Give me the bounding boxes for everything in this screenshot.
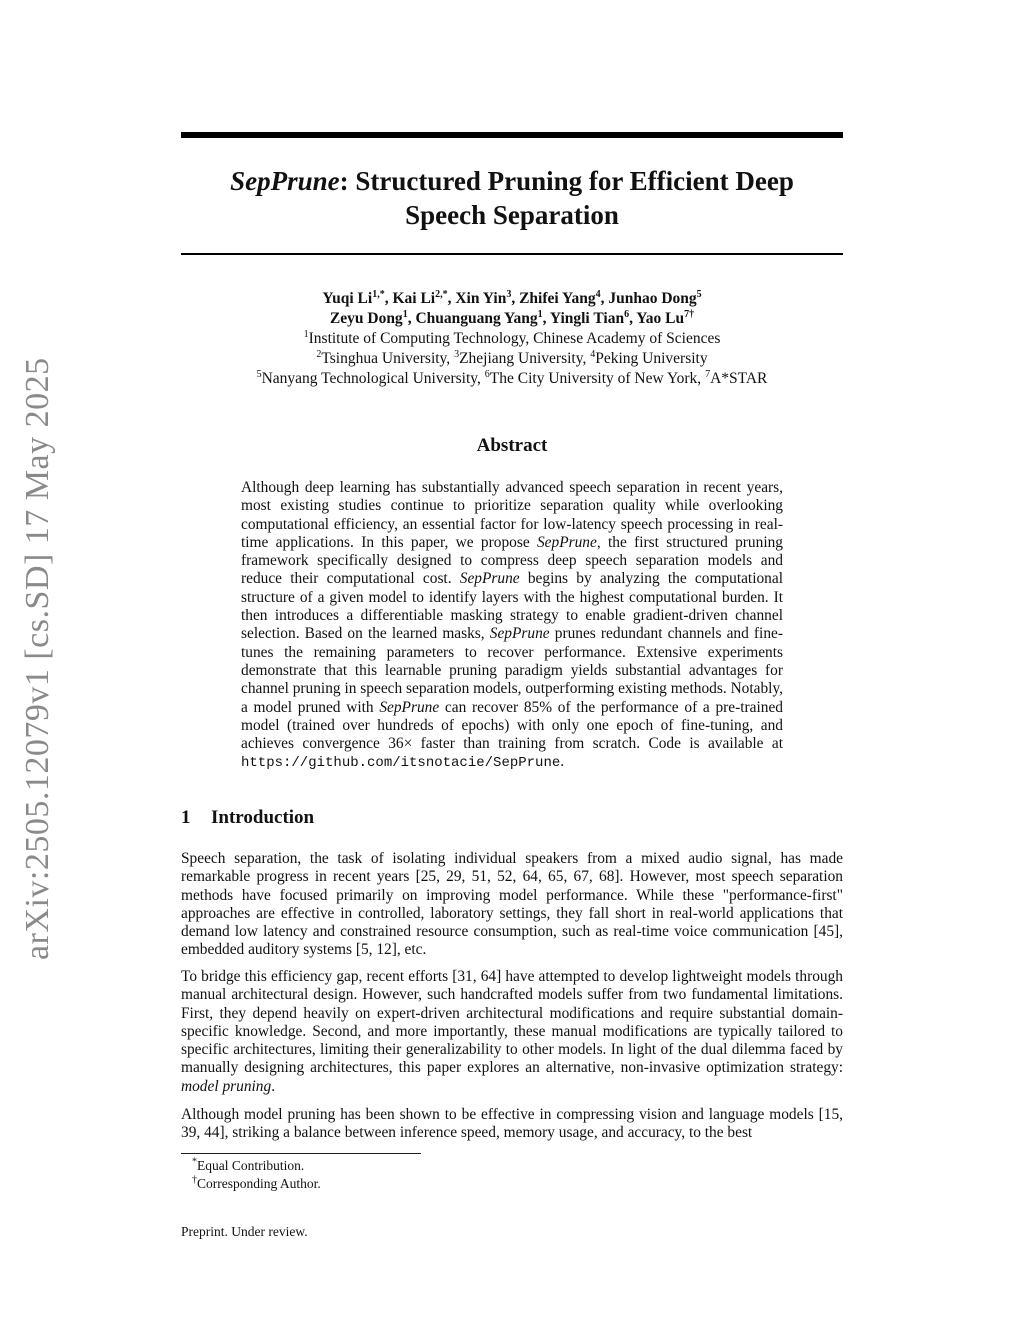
intro-paragraph-3: Although model pruning has been shown to be effective in compressing vision and language models [15, 39, 44], striking a balance between inference speed, memory usage, and accuracy, to the best xyxy=(181,1106,843,1142)
affil-text: The City University of New York, xyxy=(489,370,706,387)
author-sup: 6 xyxy=(624,308,630,320)
method-name: SepPrune xyxy=(536,533,597,551)
author-name: Yao Lu xyxy=(636,310,685,327)
author-name: Yuqi Li xyxy=(322,290,373,307)
affil-sup: 2 xyxy=(316,348,322,360)
author-sup: 7† xyxy=(684,308,695,320)
footnotes xyxy=(192,1157,321,1193)
affiliation-line-1 xyxy=(181,329,843,349)
affil-text: Nanyang Technological University, xyxy=(261,370,485,387)
paragraph-text: . xyxy=(271,1077,276,1095)
author-name: Chuanguang Yang xyxy=(415,310,538,327)
affiliation-line-2 xyxy=(181,349,843,369)
author-sup: 1,* xyxy=(372,288,385,300)
abstract-text: begins by analyzing the computational structure of a given model to identify layers with the highest computational burden. It then introduces a differentiable masking strategy to enable gradient-driven channel selection. Based on the learned masks, xyxy=(241,570,783,643)
preprint-notice: Preprint. Under review. xyxy=(181,1224,308,1239)
section-heading-introduction xyxy=(181,807,314,829)
affil-sup: 6 xyxy=(484,368,490,380)
author-sup: 1 xyxy=(402,308,408,320)
footnote-mark: * xyxy=(192,1156,197,1168)
title-top-rule xyxy=(181,132,843,138)
affil-text: Zhejiang University, xyxy=(459,350,591,367)
affiliation-line-3 xyxy=(181,369,843,389)
title-rest-line1: : Structured Pruning for Efficient Deep xyxy=(339,166,794,196)
section-title: Introduction xyxy=(211,807,315,828)
affil-sup: 3 xyxy=(454,348,460,360)
author-block xyxy=(181,289,843,389)
footnote-rule xyxy=(181,1153,421,1154)
paragraph-text: To bridge this efficiency gap, recent efforts [31, 64] have attempted to develop lightweight models through manual architectural design. However, such handcrafted models suffer from two fundamental limitations. First, they depend heavily on expert-driven architectural modifications and require substantial domain-specific knowledge. Second, and more importantly, these manual modifications are typically tailored to specific architectures, limiting their generalizability to other models. In light of the dual dilemma faced by manually designing architectures, this paper explores an alternative, non-invasive optimization strategy: xyxy=(181,968,843,1077)
code-url-link[interactable]: https://github.com/itsnotacie/SepPrune xyxy=(241,755,561,772)
abstract-text: prunes redundant channels and fine-tunes the remaining parameters to recover performance. Extensive experiments demonstrate that this learnable pruning paradigm yields substantial advantages for channel pruning in speech separation models, outperforming existing methods. Notably, a model pruned with xyxy=(241,625,783,716)
intro-paragraph-2 xyxy=(181,968,843,1096)
author-sup: 1 xyxy=(537,308,543,320)
method-name: SepPrune xyxy=(459,570,520,588)
author-name: Xin Yin xyxy=(455,290,507,307)
author-name: Junhao Dong xyxy=(608,290,697,307)
author-name: Yingli Tian xyxy=(549,310,625,327)
abstract-text: can recover 85% of the performance of a pre-trained model (trained over hundreds of epochs) with only one epoch of fine-tuning, and achieves convergence 36× faster than training from scratch. Code is available at xyxy=(241,698,783,753)
author-line-1: Yuqi $Li^{1,*}$, Kai $Li^{2,*}$, Xin Yin$^3$, Zhifei Yang$^4$, Junhao Dong$^5$ xyxy=(322,288,702,307)
title-italic-name: SepPrune xyxy=(230,166,340,196)
footnote-corresponding-author xyxy=(192,1175,321,1193)
author-name: Kai Li xyxy=(392,290,436,307)
paper-title xyxy=(181,164,843,232)
arxiv-side-stamp: arXiv:2505.12079v1 [cs.SD] 17 May 2025 xyxy=(19,357,56,960)
abstract-text: , the first structured pruning framework specifically designed to compress deep speech separation models and reduce their computational cost. xyxy=(241,533,783,588)
section-number: 1 xyxy=(181,807,191,828)
author-sup: 3 xyxy=(506,288,512,300)
author-sup: 5 xyxy=(696,288,702,300)
abstract-text: Although deep learning has substantially advanced speech separation in recent years, most existing studies continue to prioritize separation quality while overlooking computational efficiency, an essential factor for low-latency speech processing in real-time applications. In this paper, we propose xyxy=(241,479,783,551)
author-line-2: Zeyu Dong$^1$, Chuanguang Yang$^1$, Yingli Tian$^6$, Yao $Lu^{7\dagger}$ xyxy=(329,308,695,327)
footnote-text: Equal Contribution. xyxy=(197,1158,305,1173)
author-sup: 2,* xyxy=(435,288,448,300)
affil-sup: 7 xyxy=(705,368,711,380)
method-name: SepPrune xyxy=(489,625,550,643)
title-line2: Speech Separation xyxy=(405,200,619,230)
footnote-text: Corresponding Author. xyxy=(197,1176,321,1191)
affil-sup: 1 xyxy=(303,328,309,340)
affil-sup: 4 xyxy=(590,348,596,360)
abstract-text: . xyxy=(560,753,565,771)
author-sup: 4 xyxy=(595,288,601,300)
affil-text: Institute of Computing Technology, Chinese Academy of Sciences xyxy=(308,330,721,347)
method-name: SepPrune xyxy=(379,698,440,716)
paragraph-italic: model pruning xyxy=(181,1077,272,1095)
title-bottom-rule xyxy=(181,253,843,255)
intro-paragraph-1: Speech separation, the task of isolating individual speakers from a mixed audio signal, has made remarkable progress in recent years [25, 29, 51, 52, 64, 65, 67, 68]. However, most speech separation methods have focused primarily on improving model performance. While these "performance-first" approaches are effective in controlled, laboratory settings, they fall short in real-world applications that demand low latency and constrained resource consumption, such as real-time voice communication [45], embedded auditory systems [5, 12], etc. xyxy=(181,850,843,959)
footnote-equal-contribution xyxy=(192,1157,321,1175)
affil-text: A*STAR xyxy=(710,370,768,387)
affil-sup: 5 xyxy=(256,368,262,380)
affil-text: Peking University xyxy=(595,350,708,367)
footnote-mark: † xyxy=(192,1174,197,1186)
abstract-body xyxy=(241,479,783,773)
author-name: Zeyu Dong xyxy=(329,310,403,327)
author-name: Zhifei Yang xyxy=(519,290,596,307)
abstract-heading: Abstract xyxy=(476,435,548,456)
affil-text: Tsinghua University, xyxy=(321,350,455,367)
